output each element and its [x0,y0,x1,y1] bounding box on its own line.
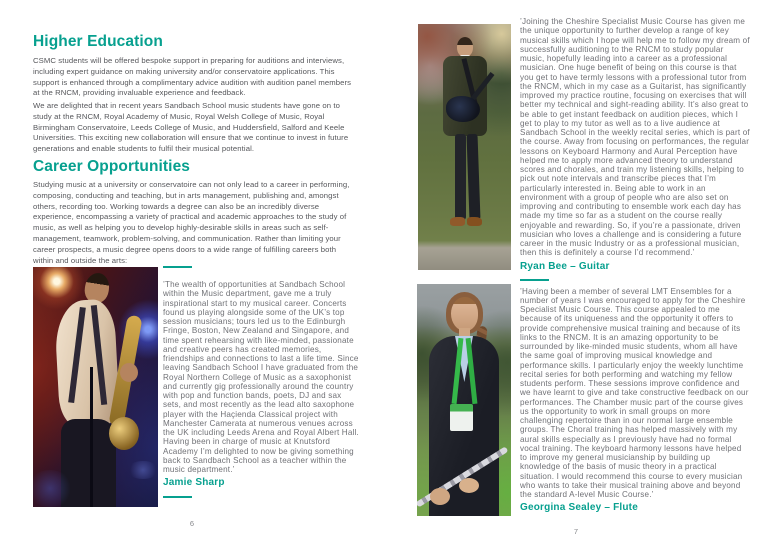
saxophonist-hand [120,363,138,382]
heading-higher-education: Higher Education [33,33,163,50]
saxophone-bell [109,417,139,450]
flautist-hand [430,488,450,505]
brown-shoe [467,217,482,226]
jamie-sharp-author-name: Jamie Sharp [163,477,225,489]
ryan-bee-quote-text: ’Joining the Cheshire Specialist Music Course has given me the unique opportunity to further develop a range of key musical skills which I hope will help me to follow my dream of successfully auditioning to the RNCM to study popular music, hopefully leading into a career as a professional musician. One huge benefit of being on this course is that you get to have termly lessons with a professional tutor from the RNCM, which in my case as a Guitarist, has significantly improved my practice routine, focusing on exercises that will better my technical and sight-reading ability. It’s also great to be able to get instant feedback on audition pieces, which I get to play to my tutor as well as to a live audience at Sandbach School in the weekly recital series, which is part of the course. Away from focusing on performances, the regular lessons on Keyboard Harmony and Aural Perception have helped me to apply more advanced theory to understand scores and chorales, and train my listening skills, helping to pick out note intervals and transcribe pieces that I’m particularly interested in. Being able to work in an environment with a group of people who are also set on improving and contributing to ensemble work each day has made my time so far as a student on the course really enjoyable and rewarding. So, if you’re a passionate, driven musician who loves a challenge and is considering a future career in the music Industry or as a professional musician, then this is definitely a course I’d recommend.’ [520,17,750,258]
flautist-face [451,297,478,331]
heading-career-opportunities: Career Opportunities [33,158,191,175]
guitarist-trouser-leg [467,134,481,220]
jamie-sharp-quote-text: ’The wealth of opportunities at Sandbach School within the Music department, gave me a truly inspirational start to my musical career. Concerts found us playing alongside some of the UK’s top session musicians; tours led us to the Edinburgh Fringe, Boston, New Zealand and Singapore, and time spent rehearsing with like-minded, passionate and creative peers has created memories, friendships and connections to last a life time. Since leaving Sandbach School I have graduated from the Royal Northern College of Music as a saxophonist and currently gig professionally around the country with pop and function bands, poets, DJ and sax sets, and most recently as the lead alto saxophone player with the Haçienda Classical project with Manchester Camerata at numerous venues across the UK including Leeds Arena and Royal Albert Hall. Having been in charge of music at Knutsford Academy I’m delighted to now be giving something back to Sandbach School as a teacher within the music department.’ [163,280,359,474]
photo-flautist-outdoors [417,284,511,516]
id-badge [450,404,473,431]
guitar-body [446,96,480,122]
ryan-bee-author-name: Ryan Bee – Guitar [520,260,610,272]
quote-divider [520,279,549,281]
jamie-sharp-testimonial [163,266,360,498]
page-number-left: 6 [189,519,195,528]
career-opportunities-paragraph: Studying music at a university or conservatoire can not only lead to a career in performing, composing, conducting and teaching, but in arts management, publishing and, amongst others, recording too. Working towards a degree can also be an incredibly diverse experience, encompassing a variety of practical and academic approaches to the study of music, as well as helping you to develop highly-desirable skills in areas such as self-management, teamwork, problem-solving, and communication. Rather than limiting your career prospects, a music degree opens doors to a wide range of fulfilling careers both within and outside the arts: [33,180,350,265]
cymbal-glow [127,461,158,479]
higher-education-paragraph-1: CSMC students will be offered bespoke support in preparing for auditions and interviews, including expert guidance on making university and/or conservatoire applications. This support is enhanced through a complimentary advice audition with audition panel members at the RNCM, providing invaluable experience and feedback. [33,56,352,98]
higher-education-paragraph-2: We are delighted that in recent years Sandbach School music students have gone on to study at the RNCM, Royal Academy of Music, Royal Welsh College of Music, Royal Birmingham Conservatoire, Leeds College of Music, and Huddersfield, Salford and Keele Universities. This exciting new collaboration will ensure that we continue to invest in future generations and enable students to fulfil their musical potential. [33,101,349,154]
microphone-stand [90,367,93,507]
page-number-right: 7 [573,527,579,536]
quote-divider-top [163,266,192,268]
guitarist-head [457,37,473,57]
photo-guitarist-outdoors [418,24,511,270]
testimonial-column [520,17,750,513]
guitarist-trouser-leg [455,134,466,220]
georgina-sealey-quote-text: ’Having been a member of several LMT Ensembles for a number of years I was encouraged to apply for the Cheshire Specialist Music Course. This course appealed to me because of its uniqueness and the opportunity it offers to provide comprehensive musical training and because of its links to the RNCM. It is an amazing opportunity to be surrounded by like-minded music students, whom all have the same goal of improving musical knowledge and performance skills. I particularly enjoy the weekly lunchtime recital series for both performing and watching my fellow students perform. These sessions improve confidence and we have learnt to give and take constructive feedback on our performances. The Chamber music part of the course gives us the opportunity to work in small groups on more challenging repertoire than in our normal large ensemble groups. The Choral training has helped massively with my aural skills especially as I previously have had no formal vocal training. The keyboard harmony lessons have helped to improve my general musicianship by building up knowledge of the basis of music theory in a practical situation. I would recommend this course to every musician who wants to take their musical training above and beyond the standard A-level Music Course.’ [520,286,749,499]
flautist-hand [459,478,479,493]
photo-saxophonist-on-stage [33,267,158,507]
georgina-sealey-author-name: Georgina Sealey – Flute [520,502,638,514]
quote-divider-bottom [163,496,192,498]
brown-shoe [450,217,465,226]
